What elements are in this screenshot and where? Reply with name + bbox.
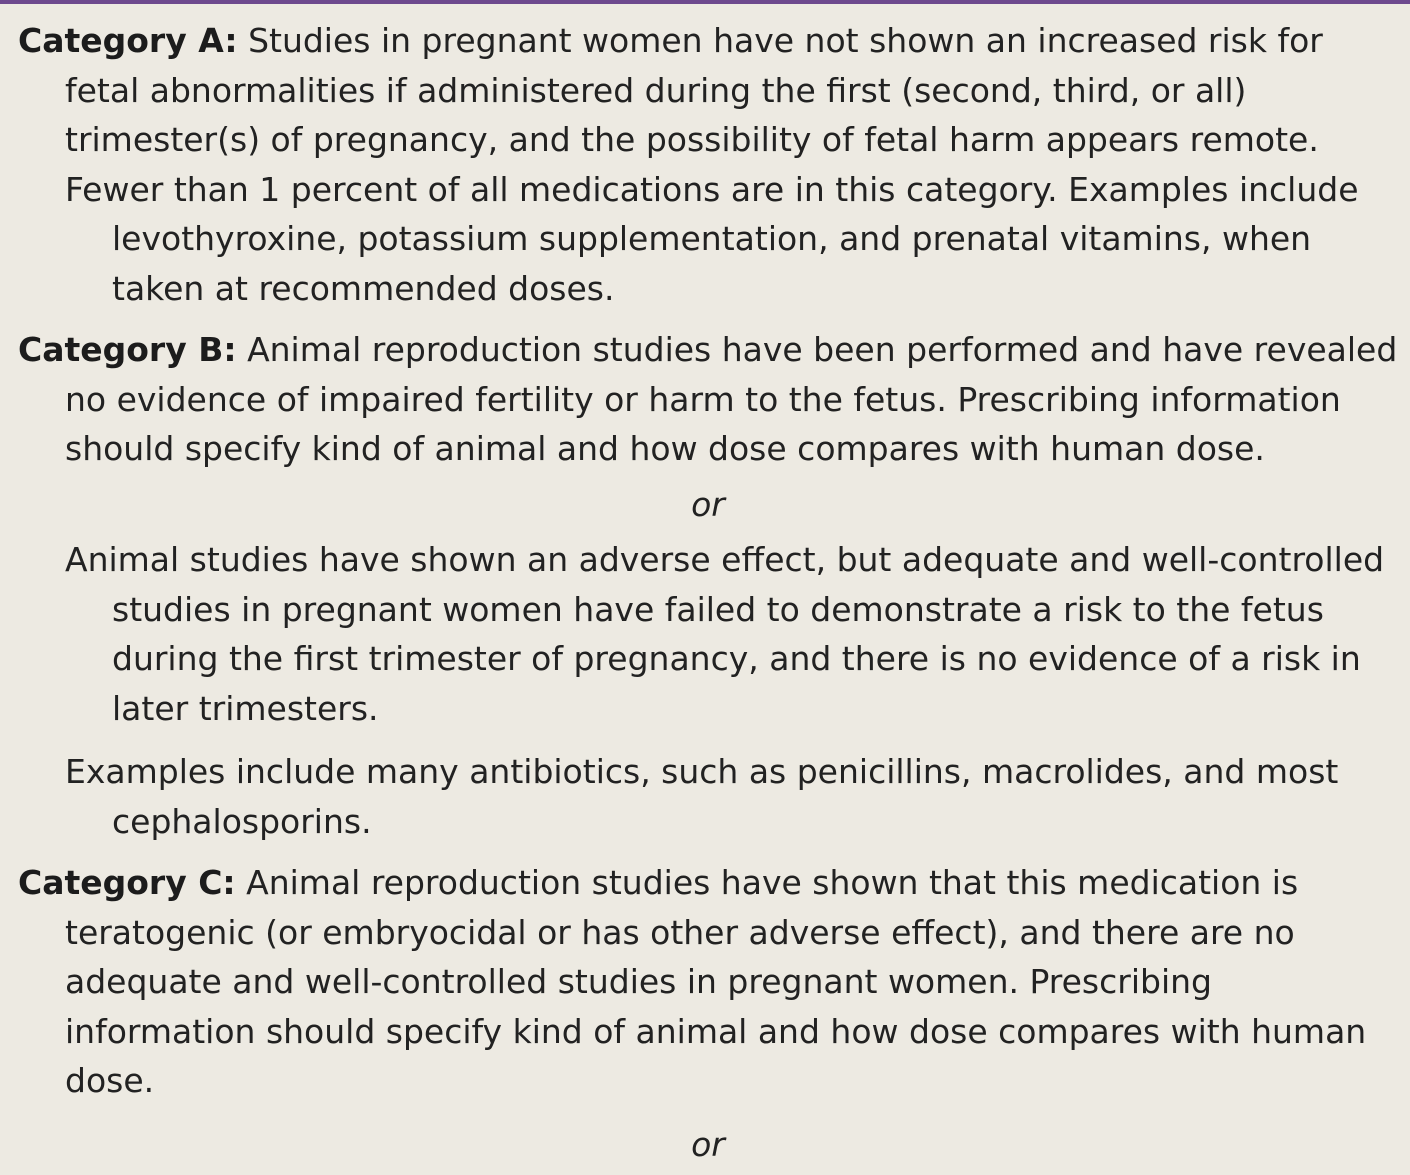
category-b-alternative	[18, 535, 1398, 733]
category-a-note	[18, 165, 1398, 314]
category-c-entry	[18, 858, 1398, 1106]
category-a-label: Category A:	[18, 21, 238, 60]
category-b-label: Category B:	[18, 330, 237, 369]
category-c-or-separator: or	[18, 1106, 1398, 1175]
category-a-entry	[18, 16, 1398, 165]
category-b-definition: Animal reproduction studies have been performed and have revealed no evidence of impaired fertility or harm to the fetus. Prescribing information should specify kind of animal and how dose compares with human dose.	[65, 330, 1397, 468]
category-b-examples-text: Examples include many antibiotics, such as penicillins, macrolides, and most cephalosporins.	[65, 752, 1338, 841]
category-a-definition: Studies in pregnant women have not shown an increased risk for fetal abnormalities if administered during the first (second, third, or all) trimester(s) of pregnancy, and the possibility of fetal harm appears remote.	[65, 21, 1323, 159]
category-c-definition: Animal reproduction studies have shown that this medication is teratogenic (or embryocidal or has other adverse effect), and there are no adequate and well-controlled studies in pregnant women. Prescribing information should specify kind of animal and how dose compares with human dose.	[65, 863, 1366, 1100]
category-c-label: Category C:	[18, 863, 236, 902]
category-b-examples	[18, 747, 1398, 846]
category-b-alternative-text: Animal studies have shown an adverse effect, but adequate and well-controlled studies in pregnant women have failed to demonstrate a risk to the fetus during the first trimester of pregnancy, and there is no evidence of a risk in later trimesters.	[65, 540, 1384, 728]
panel-content	[18, 16, 1398, 1175]
category-b-entry	[18, 325, 1398, 474]
category-b-or-separator: or	[18, 474, 1398, 536]
category-a-note-text: Fewer than 1 percent of all medications are in this category. Examples include levothyroxine, potassium supplementation, and prenatal vitamins, when taken at recommended doses.	[65, 170, 1359, 308]
